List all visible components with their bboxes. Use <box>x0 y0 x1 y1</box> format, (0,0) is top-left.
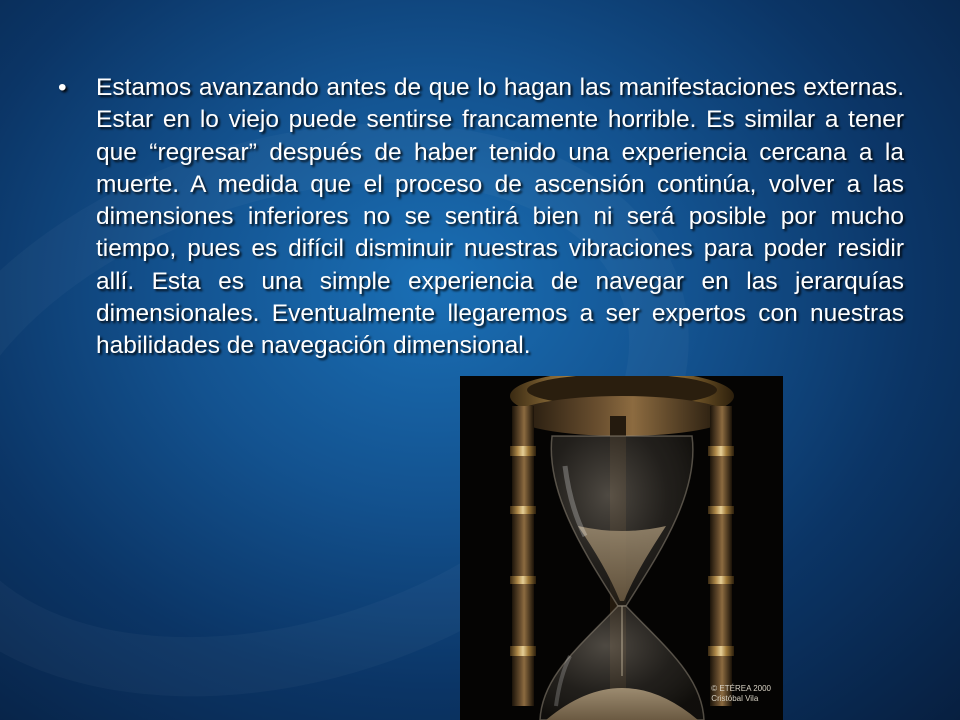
bullet-list <box>58 72 904 363</box>
hourglass-illustration <box>460 376 783 720</box>
right-pillar <box>708 406 734 706</box>
bullet-icon: • <box>58 74 67 101</box>
bullet-item <box>58 72 904 363</box>
bullet-paragraph: Estamos avanzando antes de que lo hagan las manifestaciones externas. Estar en lo viejo puede sentirse francamente horrible. Es similar a tener que “regresar” después de haber tenido una experiencia cercana a la muerte. A medida que el proceso de ascensión continúa, volver a las dimensiones inferiores no se sentirá bien ni será posible por mucho tiempo, pues es difícil disminuir nuestras vibraciones para poder residir allí. Esta es una simple experiencia de navegar en las jerarquías dimensionales. Eventualmente llegaremos a ser expertos con nuestras habilidades de navegación dimensional. <box>96 74 904 360</box>
hourglass-image <box>460 376 783 720</box>
credit-line-1: © ETÉREA 2000 <box>711 684 771 693</box>
credit-line-2: Cristóbal Vila <box>711 694 759 703</box>
left-pillar <box>510 406 536 706</box>
image-credit <box>711 684 771 704</box>
